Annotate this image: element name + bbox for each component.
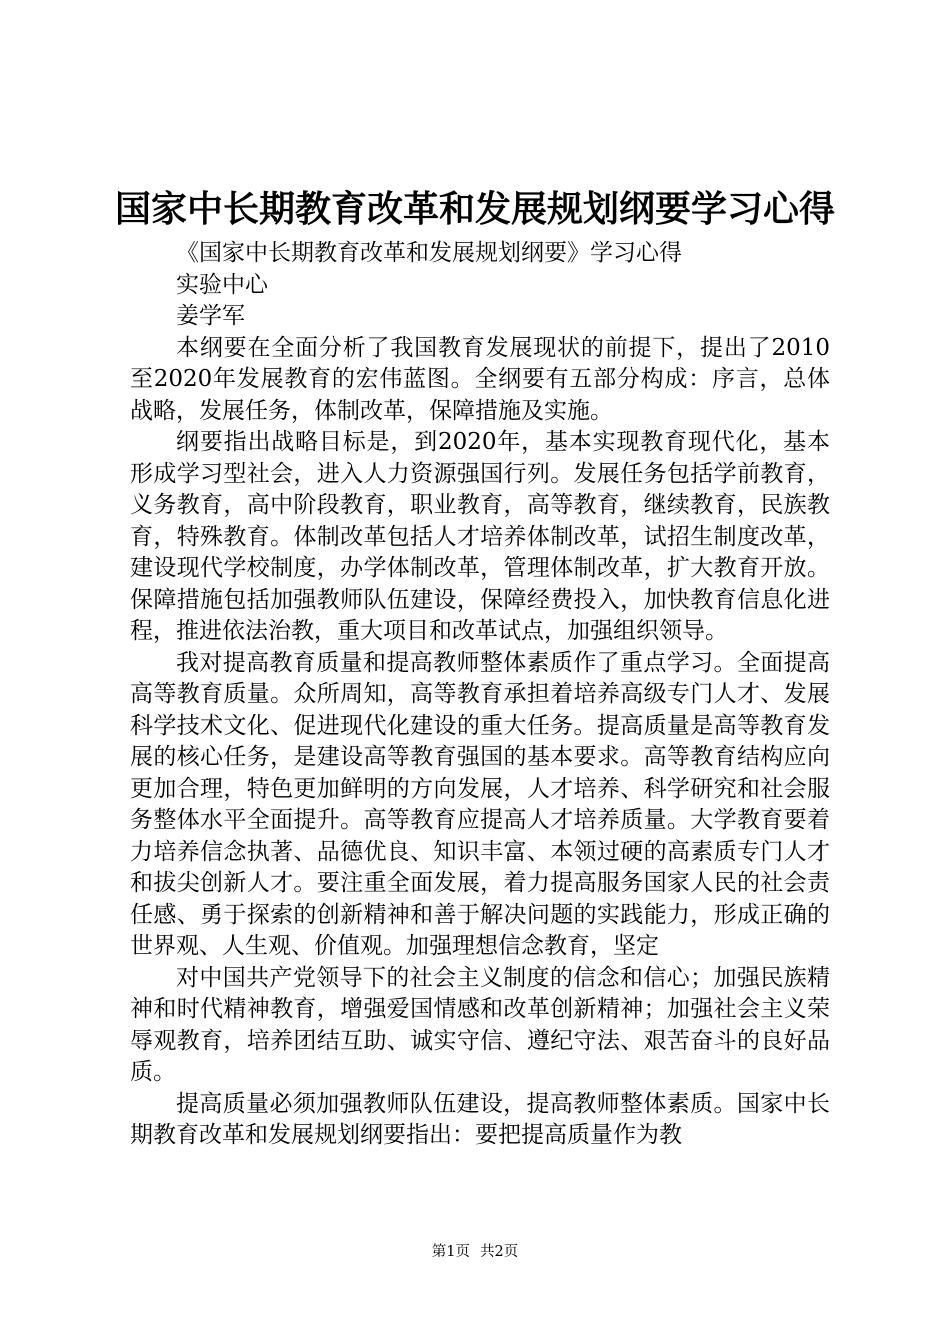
document-title: 国家中长期教育改革和发展规划纲要学习心得 [114, 189, 835, 230]
document-department: 实验中心 [176, 271, 268, 298]
body-paragraph: 提高质量必须加强教师队伍建设，提高教师整体素质。国家中长期教育改革和发展规划纲要指出：要把提高质量作为教 [130, 1090, 830, 1148]
body-paragraph: 我对提高教育质量和提高教师整体素质作了重点学习。全面提高高等教育质量。众所周知，高等教育承担着培养高级专门人才、发展科学技术文化、促进现代化建设的重大任务。提高质量是高等教育发展的核心任务，是建设高等教育强国的基本要求。高等教育结构应向更加合理，特色更加鲜明的方向发展，人才培养、科学研究和社会服务整体水平全面提升。高等教育应提高人才培养质量。大学教育要着力培养信念执著、品德优良、知识丰富、本领过硬的高素质专门人才和拔尖创新人才。要注重全面发展，着力提高服务国家人民的社会责任感、勇于探索的创新精神和善于解决问题的实践能力，形成正确的世界观、人生观、价值观。加强理想信念教育，坚定 [130, 649, 830, 959]
page-total: 共2页 [480, 1244, 519, 1260]
document-body [130, 238, 830, 1152]
body-paragraph: 本纲要在全面分析了我国教育发展现状的前提下，提出了2010至2020年发展教育的宏伟蓝图。全纲要有五部分构成：序言，总体战略，发展任务，体制改革，保障措施及实施。 [130, 334, 830, 424]
document-subtitle: 《国家中长期教育改革和发展规划纲要》学习心得 [176, 240, 682, 266]
document-author: 姜学军 [176, 303, 245, 329]
page-number: 第1页 [431, 1244, 470, 1260]
body-paragraph: 对中国共产党领导下的社会主义制度的信念和信心；加强民族精神和时代精神教育，增强爱国情感和改革创新精神；加强社会主义荣辱观教育，培养团结互助、诚实守信、遵纪守法、艰苦奋斗的良好品质。 [130, 964, 830, 1085]
page-footer [0, 1242, 950, 1262]
body-paragraph: 纲要指出战略目标是，到2020年，基本实现教育现代化，基本形成学习型社会，进入人力资源强国行列。发展任务包括学前教育，义务教育，高中阶段教育，职业教育，高等教育，继续教育，民族教育，特殊教育。体制改革包括人才培养体制改革，试招生制度改革，建设现代学校制度，办学体制改革，管理体制改革，扩大教育开放。保障措施包括加强教师队伍建设，保障经费投入，加快教育信息化进程，推进依法治教，重大项目和改革试点，加强组织领导。 [130, 429, 830, 644]
